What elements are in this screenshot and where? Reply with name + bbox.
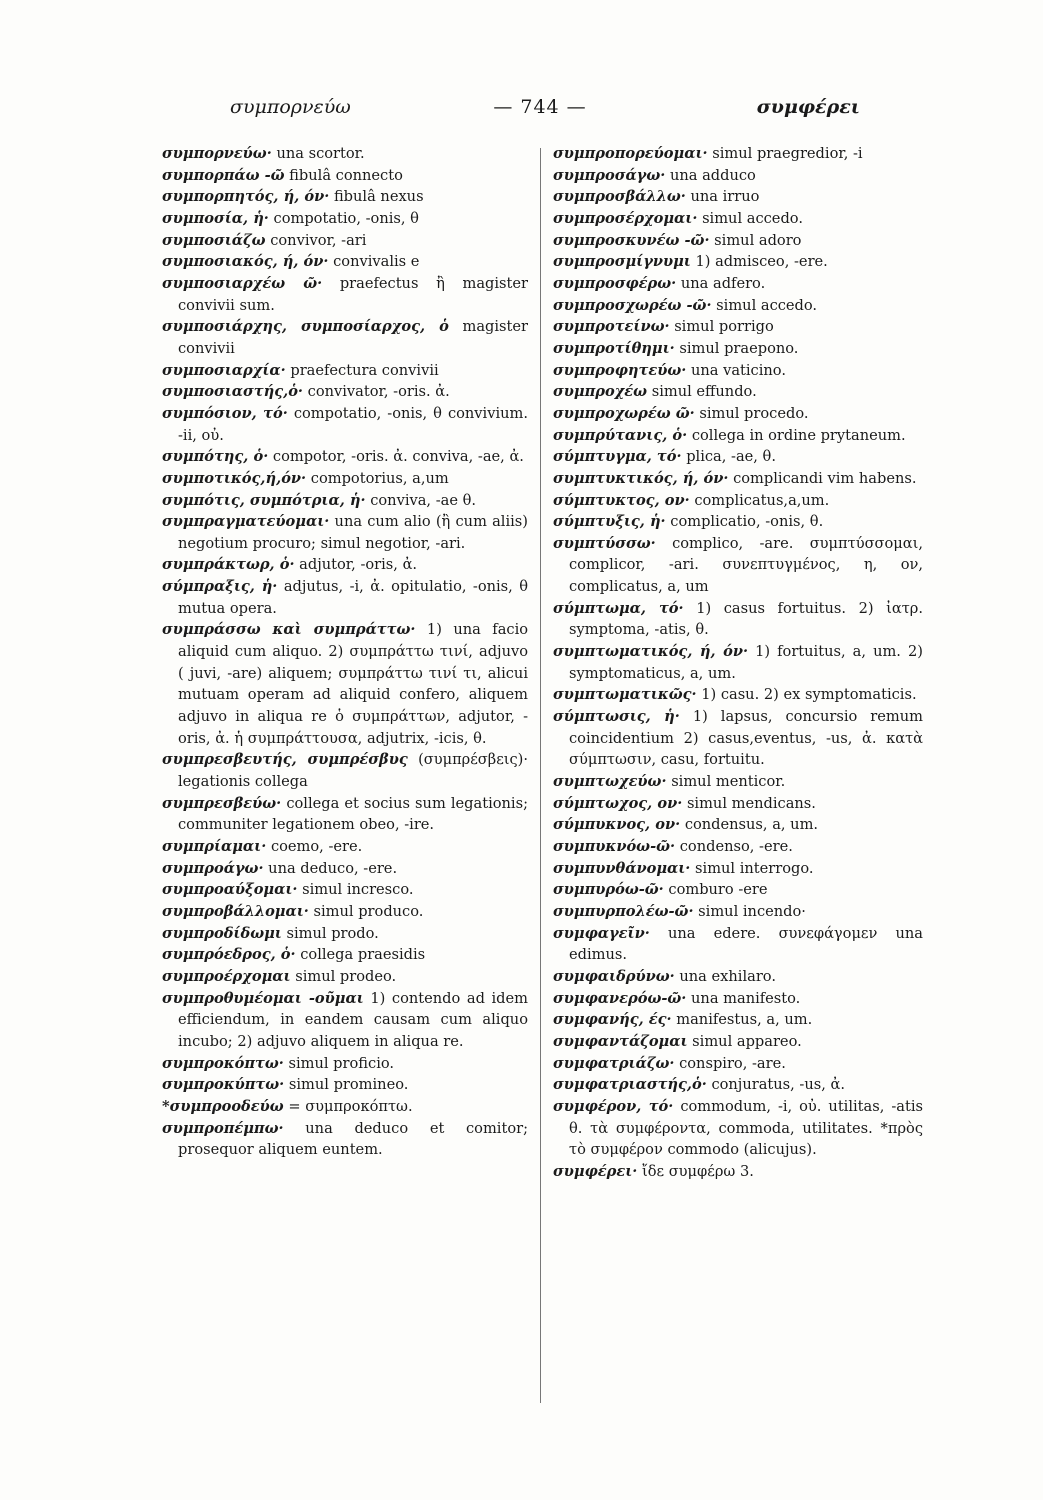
entry-headword: σύμπτωμα, τό· — [553, 599, 684, 617]
dictionary-entry — [553, 316, 923, 338]
column-divider — [540, 148, 541, 1403]
dictionary-entry — [553, 360, 923, 382]
dictionary-entry — [162, 1053, 528, 1075]
dictionary-entry — [553, 468, 923, 490]
dictionary-entry — [162, 490, 528, 512]
dictionary-entry — [553, 208, 923, 230]
entry-headword: συμπρόεδρος, ὁ· — [162, 946, 296, 964]
entry-headword: συμπυκνόω-ῶ· — [553, 838, 676, 855]
entry-headword: συμπότις, συμπότρια, ἡ· — [162, 491, 366, 509]
entry-definition: una adduco — [669, 166, 756, 184]
entry-definition: comburo -ere — [668, 881, 768, 899]
entry-headword: συμπροφητεύω· — [553, 361, 687, 379]
dictionary-entry — [553, 1009, 923, 1031]
dictionary-entry — [162, 511, 528, 554]
entry-headword: συμπροπορεύομαι· — [553, 145, 708, 162]
entry-headword: συμπυρπολέω-ῶ· — [553, 902, 694, 920]
entry-headword: συμπτωχεύω· — [553, 773, 667, 791]
entry-headword: συμπόσιον, τό· — [162, 404, 288, 422]
entry-definition: simul adoro — [714, 231, 802, 249]
entry-definition: una exhilaro. — [679, 967, 776, 985]
dictionary-entry — [553, 641, 923, 684]
entry-definition: collega in ordine prytaneum. — [691, 426, 906, 444]
entry-headword: *συμπροοδεύω — [162, 1097, 284, 1115]
entry-headword: σύμπραξις, ἡ· — [162, 578, 278, 596]
dictionary-entry — [162, 749, 528, 792]
dictionary-entry — [553, 1161, 923, 1183]
entry-definition: compotor, -oris. ἀ. conviva, -ae, ἀ. — [272, 448, 524, 466]
entry-definition: convivor, -ari — [270, 231, 367, 249]
dictionary-entry — [162, 554, 528, 576]
entry-definition: magister convivii — [178, 318, 528, 357]
entry-headword: συμπορνεύω· — [162, 145, 272, 162]
entry-definition: praefectura convivii — [290, 361, 439, 379]
dictionary-entry — [162, 619, 528, 749]
dictionary-entry — [553, 793, 923, 815]
dictionary-entry — [162, 944, 528, 966]
page-header — [150, 96, 930, 126]
dictionary-entry — [162, 468, 528, 490]
entry-definition: simul accedo. — [702, 209, 803, 227]
entry-headword: σύμπτυξις, ἡ· — [553, 513, 666, 531]
entry-headword: συμπροθυμέομαι -οῦμαι — [162, 989, 364, 1007]
entry-definition: complicatus,a,um. — [694, 491, 830, 509]
entry-definition: una edere. συνεφάγομεν una edimus. — [569, 924, 924, 964]
entry-headword: συμπυρόω-ῶ· — [553, 881, 664, 899]
entry-definition: praefectus ἢ magister convivii sum. — [178, 274, 528, 314]
entry-definition: simul interrogo. — [695, 859, 814, 877]
entry-headword: συμπτωματικῶς· — [553, 686, 697, 704]
entry-definition: 1) fortuitus, a, um. 2) symptomaticus, a, um. — [569, 643, 923, 682]
dictionary-entry — [162, 230, 528, 252]
dictionary-entry — [162, 793, 528, 836]
dictionary-entry — [553, 295, 923, 317]
dictionary-entry — [553, 381, 923, 403]
dictionary-entry — [553, 338, 923, 360]
right-column — [553, 143, 923, 1183]
entry-definition: simul procedo. — [699, 404, 809, 422]
entry-headword: συμπροάγω· — [162, 859, 264, 877]
entry-headword: συμπτύσσω· — [553, 534, 656, 552]
entry-definition: complicatio, -onis, θ. — [670, 513, 824, 531]
entry-definition: compotatio, -onis, θ convivium. -ii, οὐ. — [178, 404, 529, 444]
entry-definition: una deduco et comitor; prosequor aliquem euntem. — [178, 1119, 529, 1159]
entry-definition: adjutus, -i, ἀ. opitulatio, -onis, θ mutua opera. — [178, 578, 528, 617]
dictionary-entry — [553, 684, 923, 706]
entry-definition: adjutor, -oris, ἀ. — [299, 556, 418, 574]
entry-definition: una deduco, -ere. — [268, 859, 398, 877]
entry-headword: συμφέρον, τό· — [553, 1097, 674, 1115]
dictionary-entry — [162, 165, 528, 187]
dictionary-entry — [162, 186, 528, 208]
entry-headword: συμφανής, ές· — [553, 1011, 672, 1029]
entry-definition: simul mendicans. — [686, 794, 816, 812]
left-running-head: συμπορνεύω — [230, 96, 351, 118]
entry-headword: συμποσιαρχέω ῶ· — [162, 274, 323, 292]
entry-headword: συμφέρει· — [553, 1162, 638, 1180]
entry-definition: collega et socius sum legationis; communiter legationem obeo, -ire. — [178, 794, 528, 834]
dictionary-entry — [162, 273, 528, 316]
entry-headword: συμπροαύξομαι· — [162, 881, 298, 899]
entry-definition: convivator, -oris. ἀ. — [307, 383, 450, 401]
dictionary-entry — [162, 446, 528, 468]
entry-headword: συμπροτείνω· — [553, 318, 670, 336]
entry-definition: complicandi vim habens. — [733, 469, 917, 487]
entry-definition: simul prodo. — [286, 924, 379, 942]
entry-headword: συμπορπάω -ῶ — [162, 166, 285, 184]
entry-definition: compotorius, a,um — [310, 469, 449, 487]
entry-headword: συμποσιακός, ή, όν· — [162, 253, 329, 271]
entry-definition: commodum, -i, οὐ. utilitas, -atis θ. τὰ συμφέροντα, commoda, utilitates. *πρὸς τὸ συμφέρον commodo (alicujus). — [569, 1097, 924, 1159]
entry-headword: συμπτωματικός, ή, όν· — [553, 643, 749, 661]
entry-definition: 1) una facio aliquid cum aliquo. 2) συμπράττω τινί, adjuvo ( juvi, -are) aliquem; συμπράττω τινί τι, alicui mutuam operam ad aliquid confero, aliquem adjuvo in aliqua re ὁ συμπράττων, adjutor, -oris, ἀ. ἡ συμπράττουσα, adjutrix, -icis, θ. — [178, 621, 529, 747]
dictionary-entry — [162, 923, 528, 945]
entry-definition: simul incresco. — [302, 881, 414, 899]
dictionary-entry — [162, 1074, 528, 1096]
entry-headword: συμπρεσβευτής, συμπρέσβυς — [162, 751, 408, 769]
entry-headword: συμπράσσω καὶ συμπράττω· — [162, 621, 416, 639]
entry-headword: συμπροσχωρέω -ῶ· — [553, 296, 712, 314]
entry-definition: simul appareo. — [692, 1032, 802, 1050]
entry-headword: συμπτυκτικός, ή, όν· — [553, 469, 729, 487]
entry-definition: condensus, a, um. — [684, 816, 819, 834]
entry-headword: συμπροσβάλλω· — [553, 188, 686, 206]
entry-headword: συμποσιάζω — [162, 231, 266, 249]
dictionary-entry — [553, 533, 923, 598]
dictionary-entry — [162, 251, 528, 273]
dictionary-entry — [162, 1118, 528, 1161]
entry-headword: σύμπυκνος, ον· — [553, 816, 681, 834]
dictionary-entry — [162, 360, 528, 382]
entry-headword: συμπροβάλλομαι· — [162, 902, 309, 920]
dictionary-entry — [162, 208, 528, 230]
dictionary-entry — [162, 988, 528, 1053]
dictionary-entry — [162, 966, 528, 988]
entry-headword: συμπροσφέρω· — [553, 274, 677, 292]
dictionary-entry — [553, 273, 923, 295]
dictionary-entry — [162, 576, 528, 619]
entry-definition: conspiro, -are. — [679, 1054, 786, 1072]
entry-headword: συμφατριάζω· — [553, 1054, 675, 1072]
entry-headword: συμποτικός,ή,όν· — [162, 469, 307, 487]
entry-headword: συμποσία, ἡ· — [162, 209, 269, 227]
entry-definition: convivalis e — [333, 253, 420, 271]
entry-headword: συμφανερόω-ῶ· — [553, 989, 687, 1007]
entry-headword: συμφαγεῖν· — [553, 924, 650, 942]
entry-definition: fibulâ connecto — [289, 166, 403, 184]
dictionary-entry — [553, 511, 923, 533]
dictionary-entry — [553, 446, 923, 468]
entry-definition: simul praepono. — [679, 339, 799, 357]
dictionary-entry — [553, 771, 923, 793]
entry-definition: simul incendo· — [698, 902, 806, 920]
entry-definition: una manifesto. — [691, 989, 801, 1007]
entry-definition: fibulâ nexus — [333, 188, 424, 206]
entry-headword: συμφατριαστής,ὁ· — [553, 1076, 707, 1094]
entry-definition: simul produco. — [313, 902, 424, 920]
dictionary-entry — [553, 598, 923, 641]
entry-definition: 1) admisceo, -ere. — [695, 253, 828, 271]
dictionary-entry — [162, 858, 528, 880]
dictionary-entry — [553, 490, 923, 512]
left-column — [162, 143, 528, 1161]
entry-definition: simul promineo. — [288, 1076, 409, 1094]
dictionary-entry — [553, 836, 923, 858]
entry-definition: complico, -are. συμπτύσσομαι, complicor, -ari. συνεπτυγμένος, η, ον, complicatus, a, um — [569, 534, 923, 596]
dictionary-entry — [553, 706, 923, 771]
entry-headword: συμπυνθάνομαι· — [553, 859, 691, 877]
dictionary-entry — [553, 879, 923, 901]
dictionary-entry — [553, 186, 923, 208]
entry-definition: simul accedo. — [716, 296, 818, 314]
entry-definition: una irruo — [690, 188, 760, 206]
entry-definition: compotatio, -onis, θ — [273, 209, 419, 227]
entry-definition: simul porrigo — [674, 318, 774, 336]
entry-definition: collega praesidis — [300, 946, 426, 964]
entry-headword: συμπροτίθημι· — [553, 339, 675, 357]
entry-headword: συμπότης, ὁ· — [162, 448, 269, 466]
entry-definition: 1) contendo ad idem efficiendum, in eandem causam cum aliquo incubo; 2) adjuvo aliquem in aliqua re. — [178, 989, 528, 1050]
dictionary-entry — [553, 858, 923, 880]
dictionary-entry — [553, 1074, 923, 1096]
entry-definition: simul menticor. — [671, 773, 786, 791]
entry-definition: manifestus, a, um. — [676, 1011, 813, 1029]
dictionary-entry — [553, 425, 923, 447]
entry-headword: σύμπτυκτος, ον· — [553, 491, 690, 509]
dictionary-entry — [162, 879, 528, 901]
entry-definition: 1) casu. 2) ex symptomaticis. — [701, 686, 917, 704]
dictionary-entry — [553, 814, 923, 836]
entry-headword: συμπροέρχομαι — [162, 967, 291, 985]
dictionary-entry — [553, 1096, 923, 1161]
dictionary-entry — [162, 316, 528, 359]
entry-headword: συμπρίαμαι· — [162, 838, 267, 855]
entry-headword: συμποσιάρχης, συμποσίαρχος, ὁ — [162, 318, 449, 336]
dictionary-entry — [162, 143, 528, 165]
dictionary-entry — [162, 403, 528, 446]
entry-headword: συμπράκτωρ, ὁ· — [162, 556, 295, 574]
entry-headword: συμφαντάζομαι — [553, 1032, 688, 1050]
entry-definition: = συμπροκόπτω. — [288, 1097, 413, 1115]
entry-definition: 1) casus fortuitus. 2) ἰατρ. symptoma, -atis, θ. — [569, 599, 924, 639]
dictionary-entry — [553, 923, 923, 966]
entry-definition: simul prodeo. — [295, 967, 397, 985]
right-running-head: συμφέρει — [756, 96, 860, 118]
entry-headword: συμπρύτανις, ὁ· — [553, 426, 688, 444]
entry-definition: conjuratus, -us, ἀ. — [711, 1076, 846, 1094]
entry-headword: συμπροδίδωμι — [162, 924, 282, 942]
entry-headword: σύμπτυγμα, τό· — [553, 448, 682, 466]
dictionary-entry — [553, 230, 923, 252]
entry-definition: simul effundo. — [651, 383, 757, 401]
dictionary-entry — [553, 1031, 923, 1053]
dictionary-entry — [553, 966, 923, 988]
entry-definition: coemo, -ere. — [270, 838, 363, 855]
dictionary-entry — [162, 901, 528, 923]
entry-headword: συμπροσκυνέω -ῶ· — [553, 231, 710, 249]
entry-definition: 1) lapsus, concursio remum coincidentium 2) casus,eventus, -us, ἀ. κατὰ σύμπτωσιν, casu, fortuitu. — [569, 708, 923, 769]
entry-headword: συμπραγματεύομαι· — [162, 513, 330, 531]
entry-headword: συμπορπητός, ή, όν· — [162, 188, 330, 206]
dictionary-entry — [553, 165, 923, 187]
entry-definition: una scortor. — [276, 145, 365, 162]
entry-headword: σύμπτωχος, ον· — [553, 794, 683, 812]
dictionary-entry — [162, 836, 528, 858]
entry-headword: συμφαιδρύνω· — [553, 967, 675, 985]
entry-definition: (συμπρέσβεις)· legationis collega — [178, 751, 528, 791]
entry-headword: συμποσιαστής,ὁ· — [162, 383, 304, 401]
entry-definition: conviva, -ae θ. — [370, 491, 477, 509]
dictionary-entry — [162, 381, 528, 403]
entry-headword: σύμπτωσις, ἡ· — [553, 708, 680, 726]
entry-headword: συμπροκόπτω· — [162, 1054, 284, 1072]
entry-definition: plica, -ae, θ. — [686, 448, 776, 466]
entry-definition: simul praegredior, -i — [712, 145, 863, 162]
entry-definition: una cum alio (ἢ cum aliis) negotium procuro; simul negotior, -ari. — [178, 513, 528, 552]
entry-definition: una vaticino. — [690, 361, 786, 379]
entry-headword: συμπροσμίγνυμι — [553, 253, 691, 271]
entry-headword: συμπροχωρέω ῶ· — [553, 404, 695, 422]
page-number: — 744 — — [493, 96, 587, 118]
entry-headword: συμποσιαρχία· — [162, 361, 286, 379]
dictionary-entry — [162, 1096, 528, 1118]
dictionary-entry — [553, 901, 923, 923]
entry-headword: συμπροχέω — [553, 383, 648, 401]
dictionary-entry — [553, 251, 923, 273]
entry-definition: una adfero. — [680, 274, 766, 292]
dictionary-entry — [553, 143, 923, 165]
entry-headword: συμπροπέμπω· — [162, 1119, 284, 1137]
dictionary-entry — [553, 403, 923, 425]
entry-definition: ἴδε συμφέρω 3. — [642, 1162, 754, 1180]
entry-definition: condenso, -ere. — [679, 838, 793, 855]
entry-headword: συμπροσέρχομαι· — [553, 209, 698, 227]
entry-headword: συμπροσάγω· — [553, 166, 666, 184]
entry-headword: συμπρεσβεύω· — [162, 794, 282, 812]
entry-definition: simul proficio. — [288, 1054, 395, 1072]
dictionary-entry — [553, 988, 923, 1010]
dictionary-entry — [553, 1053, 923, 1075]
entry-headword: συμπροκύπτω· — [162, 1076, 285, 1094]
